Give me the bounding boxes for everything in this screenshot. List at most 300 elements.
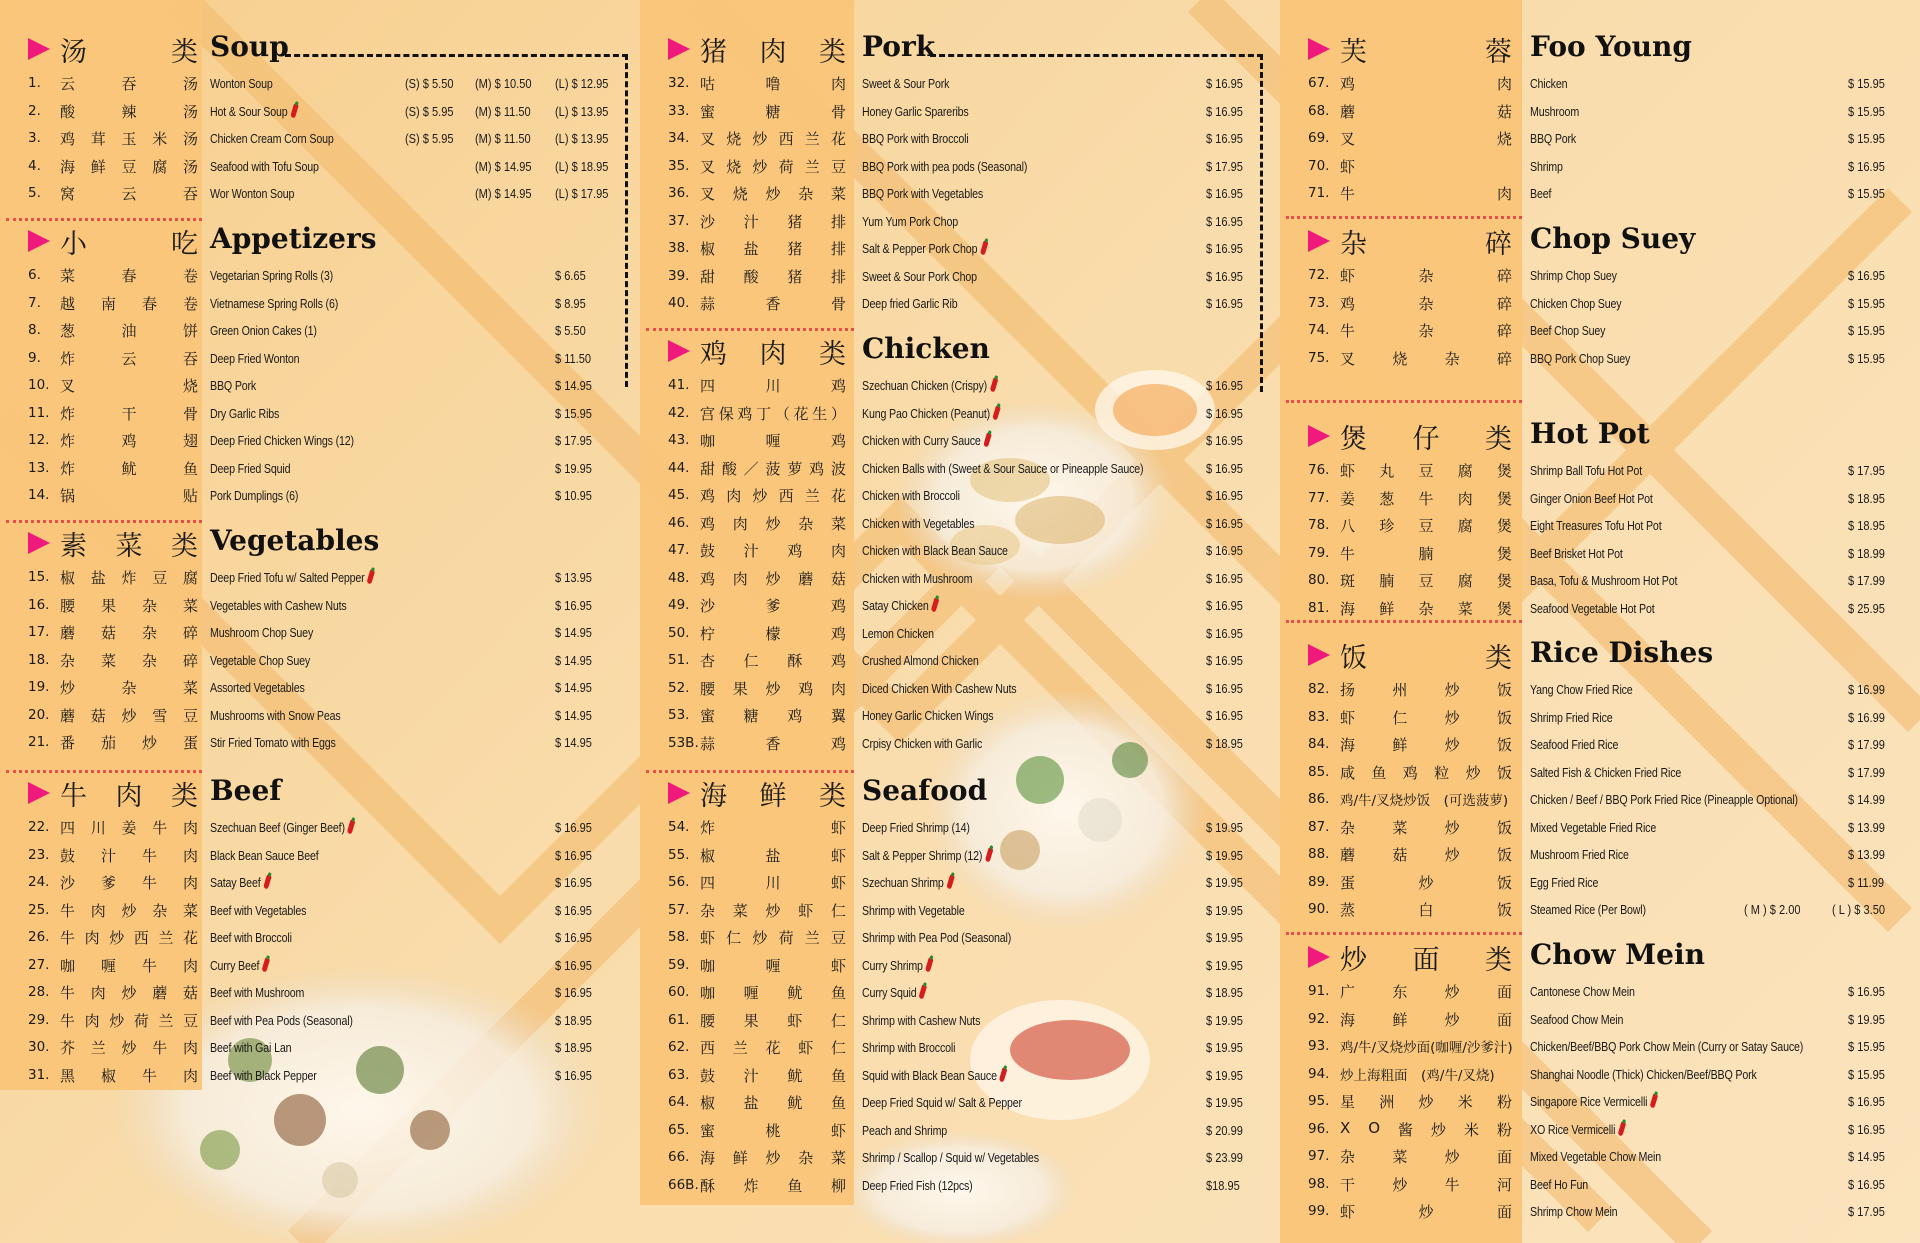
item-name-cn: 八 珍 豆 腐 煲: [1340, 517, 1512, 535]
item-number: 92.: [1308, 1010, 1330, 1027]
item-name-text: Szechuan Chicken (Crispy): [862, 378, 988, 393]
item-name-text: Honey Garlic Spareribs: [862, 103, 969, 119]
item-name: [210, 104, 297, 119]
menu-item[interactable]: [1308, 814, 1908, 841]
menu-item[interactable]: [28, 952, 628, 979]
menu-item[interactable]: [28, 98, 628, 125]
menu-item[interactable]: [1308, 512, 1908, 539]
menu-item[interactable]: [1308, 759, 1908, 786]
item-price: $ 17.95: [1206, 158, 1243, 174]
item-name: [862, 214, 958, 229]
item-number: 66.: [668, 1149, 690, 1165]
item-price: $ 19.95: [1206, 1040, 1243, 1055]
menu-item[interactable]: [28, 427, 628, 454]
menu-item[interactable]: [28, 592, 628, 619]
menu-item[interactable]: [668, 1172, 1268, 1199]
item-number: 6.: [28, 267, 41, 283]
item-number: 26.: [28, 929, 50, 945]
item-price: (M) $ 14.95: [475, 158, 532, 174]
item-name-text: Deep Fried Squid w/ Salt & Pepper: [862, 1095, 1022, 1110]
item-name: [1530, 601, 1655, 616]
menu-item[interactable]: [668, 70, 1268, 97]
menu-item[interactable]: [28, 400, 628, 427]
section-arrow-icon: [28, 230, 50, 252]
item-price: $ 16.95: [1206, 488, 1243, 503]
item-price: $ 18.99: [1848, 545, 1885, 561]
chili-pepper-icon: [919, 984, 928, 999]
menu-item[interactable]: [28, 814, 628, 841]
item-number: 60.: [668, 984, 690, 1000]
item-number: 56.: [668, 874, 690, 890]
item-name: [862, 269, 977, 284]
item-number: 93.: [1308, 1038, 1330, 1054]
section-arrow-icon: [668, 38, 690, 60]
section-title-cn: 炒 面 类: [1340, 945, 1512, 976]
section-title-cn: 杂 碎: [1340, 229, 1512, 260]
item-name: [210, 488, 298, 503]
chili-pepper-icon: [946, 874, 955, 889]
item-name: [1530, 491, 1653, 506]
item-price: $ 25.95: [1848, 600, 1885, 616]
menu-item[interactable]: [668, 869, 1268, 896]
item-name: [862, 653, 979, 668]
chili-pepper-icon: [290, 103, 299, 118]
item-name-cn: 海 鲜 炒 饭: [1340, 736, 1512, 754]
item-price: $ 16.95: [1848, 1176, 1885, 1192]
menu-item[interactable]: [1308, 731, 1908, 758]
item-price: $ 15.95: [1848, 103, 1885, 119]
menu-item[interactable]: [668, 235, 1268, 262]
section-arrow-icon: [1308, 230, 1330, 252]
item-name: [1530, 820, 1656, 835]
menu-item[interactable]: [1308, 676, 1908, 703]
item-number: 29.: [28, 1011, 50, 1028]
section-title: Appetizers: [210, 222, 377, 255]
menu-item[interactable]: [1308, 153, 1908, 180]
menu-item[interactable]: [28, 125, 628, 152]
menu-item[interactable]: [668, 1007, 1268, 1034]
menu-item[interactable]: [668, 1034, 1268, 1061]
item-price: $ 16.95: [555, 902, 592, 918]
menu-item[interactable]: [1308, 290, 1908, 317]
item-name: [210, 378, 256, 393]
item-name-text: Crushed Almond Chicken: [862, 653, 979, 668]
item-name: [862, 543, 1008, 558]
item-name-text: Deep fried Garlic Rib: [862, 296, 958, 311]
item-number: 44.: [668, 459, 690, 476]
item-name-text: Diced Chicken With Cashew Nuts: [862, 680, 1017, 696]
item-name-cn: 干 炒 牛 河: [1340, 1175, 1512, 1194]
menu-item[interactable]: [1308, 540, 1908, 567]
item-number: 40.: [668, 295, 690, 311]
item-number: 50.: [668, 624, 690, 641]
item-name-cn: 牛 肉 炒 西 兰 花: [60, 929, 198, 947]
item-name-cn: 柠 檬 鸡: [700, 624, 846, 643]
item-name-text: Deep Fried Wonton: [210, 350, 300, 366]
menu-item[interactable]: [668, 647, 1268, 674]
item-name-text: Curry Squid: [862, 985, 917, 1000]
item-name-text: Cantonese Chow Mein: [1530, 984, 1635, 999]
item-price: (S) $ 5.95: [405, 103, 454, 119]
item-name-text: Chicken with Black Bean Sauce: [862, 543, 1008, 558]
menu-item[interactable]: [1308, 1006, 1908, 1033]
item-name-cn: 虾 丸 豆 腐 煲: [1340, 462, 1512, 480]
item-number: 33.: [668, 102, 690, 119]
item-name-text: Chicken Cream Corn Soup: [210, 131, 334, 146]
menu-item[interactable]: [1308, 125, 1908, 152]
item-price: $ 15.95: [1848, 350, 1885, 366]
section-header: [28, 220, 510, 260]
menu-item[interactable]: [1308, 567, 1908, 594]
item-price: $ 16.95: [1206, 296, 1243, 311]
item-price: $ 16.95: [555, 930, 592, 945]
menu-item[interactable]: [28, 1034, 628, 1061]
item-name: [210, 433, 354, 448]
section-arrow-icon: [1308, 644, 1330, 666]
menu-item[interactable]: [28, 702, 628, 729]
item-number: 49.: [668, 597, 690, 613]
menu-item[interactable]: [1308, 345, 1908, 372]
item-name-cn: 咖 喱 牛 肉: [60, 956, 198, 975]
item-name-text: Beef Brisket Hot Pot: [1530, 545, 1623, 561]
item-number: 87.: [1308, 818, 1330, 835]
item-price: (M) $ 11.50: [475, 103, 531, 119]
item-number: 98.: [1308, 1175, 1330, 1192]
item-name-cn: 蒸 白 饭: [1340, 901, 1512, 919]
item-name: [862, 1040, 955, 1055]
menu-item[interactable]: [668, 1144, 1268, 1171]
item-name-cn: 虾 仁 炒 荷 兰 豆: [700, 929, 846, 947]
item-name-text: Sweet & Sour Pork: [862, 76, 950, 91]
section-arrow-icon: [1308, 946, 1330, 968]
menu-item[interactable]: [1308, 786, 1908, 813]
item-name-cn: 蜜 糖 骨: [700, 102, 846, 121]
menu-item[interactable]: [668, 510, 1268, 537]
menu-item[interactable]: [1308, 595, 1908, 622]
menu-item[interactable]: [28, 729, 628, 756]
menu-item[interactable]: [1308, 485, 1908, 512]
menu-item[interactable]: [1308, 704, 1908, 731]
menu-item[interactable]: [1308, 1171, 1908, 1198]
menu-item[interactable]: [28, 564, 628, 591]
item-price: $ 16.95: [1206, 378, 1243, 393]
item-name: [210, 820, 354, 835]
item-name-cn: 鸡/牛/叉烧炒面(咖喱/沙爹汁): [1340, 1040, 1513, 1056]
item-number: 24.: [28, 874, 50, 890]
item-name-text: Crpisy Chicken with Garlic: [862, 735, 983, 751]
item-number: 39.: [668, 267, 690, 284]
menu-item[interactable]: [668, 153, 1268, 180]
menu-item[interactable]: [28, 924, 628, 951]
section-arrow-icon: [1308, 425, 1330, 447]
item-name-text: Salted Fish & Chicken Fried Rice: [1530, 764, 1682, 780]
item-name-cn: 甜 酸 猪 排: [700, 267, 846, 286]
item-number: 61.: [668, 1011, 690, 1028]
item-name: [1530, 1039, 1803, 1054]
menu-item[interactable]: [28, 482, 628, 509]
item-name-text: Beef with Vegetables: [210, 902, 307, 918]
menu-item[interactable]: [1308, 457, 1908, 484]
item-number: 46.: [668, 514, 690, 531]
menu-item[interactable]: [668, 675, 1268, 702]
item-name-cn: 酸 辣 汤: [60, 102, 198, 121]
item-name-text: Chicken with Vegetables: [862, 515, 975, 531]
menu-item[interactable]: [668, 125, 1268, 152]
item-name-text: Deep Fried Shrimp (14): [862, 820, 970, 835]
menu-item[interactable]: [28, 1062, 628, 1089]
menu-item[interactable]: [668, 180, 1268, 207]
item-name: [210, 461, 290, 476]
item-name-text: Mixed Vegetable Chow Mein: [1530, 1149, 1662, 1164]
item-name: [210, 903, 306, 918]
menu-item[interactable]: [668, 897, 1268, 924]
menu-item[interactable]: [28, 290, 628, 317]
item-price: $ 18.95: [555, 1040, 592, 1055]
item-price: ( M ) $ 2.00: [1744, 902, 1801, 917]
menu-item[interactable]: [668, 537, 1268, 564]
item-name-text: Seafood Vegetable Hot Pot: [1530, 600, 1655, 616]
menu-item[interactable]: [668, 842, 1268, 869]
item-price: $ 15.95: [555, 405, 592, 421]
section-title: Hot Pot: [1530, 417, 1650, 450]
section-arrow-icon: [28, 532, 50, 554]
section-arrow-icon: [668, 782, 690, 804]
menu-item[interactable]: [28, 262, 628, 289]
item-name-cn: 鸡 肉 炒 西 兰 花: [700, 487, 846, 505]
menu-item[interactable]: [668, 400, 1268, 427]
item-price: $ 18.95: [555, 1012, 592, 1028]
menu-item[interactable]: [28, 317, 628, 344]
menu-item[interactable]: [28, 455, 628, 482]
item-name: [1530, 268, 1617, 283]
menu-item[interactable]: [28, 180, 628, 207]
item-price: $ 20.99: [1206, 1122, 1243, 1138]
item-number: 75.: [1308, 349, 1330, 366]
item-name-text: Satay Beef: [210, 875, 261, 890]
menu-item[interactable]: [1308, 98, 1908, 125]
menu-item[interactable]: [1308, 317, 1908, 344]
menu-item[interactable]: [668, 290, 1268, 317]
section-title-cn: 海 鲜 类: [700, 781, 846, 812]
menu-item[interactable]: [28, 674, 628, 701]
menu-item[interactable]: [28, 153, 628, 180]
item-price: $ 14.95: [555, 625, 592, 640]
menu-item[interactable]: [668, 924, 1268, 951]
menu-item[interactable]: [28, 869, 628, 896]
item-price: $ 14.95: [555, 652, 592, 668]
item-number: 14.: [28, 487, 50, 503]
item-name-text: Yum Yum Pork Chop: [862, 213, 958, 229]
item-name-text: Chicken / Beef / BBQ Pork Fried Rice (Pineapple Optional): [1530, 792, 1798, 807]
menu-item[interactable]: [668, 620, 1268, 647]
item-name-cn: 海 鲜 炒 面: [1340, 1010, 1512, 1029]
menu-item[interactable]: [1308, 180, 1908, 207]
item-price: $ 19.95: [1206, 957, 1243, 973]
item-name-cn: 黑 椒 牛 肉: [60, 1066, 198, 1085]
item-name: [210, 1013, 353, 1028]
item-price: $ 17.99: [1848, 573, 1885, 588]
item-name: [210, 131, 334, 146]
menu-item[interactable]: [668, 455, 1268, 482]
item-number: 53.: [668, 707, 690, 723]
item-number: 28.: [28, 984, 50, 1000]
menu-item[interactable]: [668, 1117, 1268, 1144]
item-name: [862, 875, 953, 890]
item-number: 72.: [1308, 267, 1330, 283]
item-name-text: Seafood with Tofu Soup: [210, 158, 319, 174]
item-number: 91.: [1308, 983, 1330, 999]
menu-item[interactable]: [1308, 70, 1908, 97]
menu-item[interactable]: [1308, 262, 1908, 289]
chili-pepper-icon: [985, 847, 994, 862]
item-name-cn: 鼓 汁 鸡 肉: [700, 542, 846, 560]
menu-item[interactable]: [668, 979, 1268, 1006]
item-number: 63.: [668, 1066, 690, 1083]
menu-item[interactable]: [28, 70, 628, 97]
menu-item[interactable]: [28, 619, 628, 646]
menu-item[interactable]: [668, 565, 1268, 592]
item-name-text: Curry Shrimp: [862, 957, 923, 973]
item-name-text: Szechuan Beef (Ginger Beef): [210, 820, 345, 835]
section-title-cn: 煲 仔 类: [1340, 424, 1512, 455]
item-price: $ 16.95: [1206, 241, 1243, 256]
menu-item[interactable]: [668, 702, 1268, 729]
item-name-cn: 牛 杂 碎: [1340, 322, 1512, 340]
item-name-cn: 鸡 肉 炒 杂 菜: [700, 514, 846, 533]
item-number: 67.: [1308, 75, 1330, 91]
menu-item[interactable]: [668, 814, 1268, 841]
item-name-cn: 叉 烧: [60, 377, 198, 395]
menu-item[interactable]: [1308, 978, 1908, 1005]
item-name-cn: 蘑 菇: [1340, 102, 1512, 121]
menu-item[interactable]: [28, 647, 628, 674]
item-price: (L) $ 13.95: [555, 131, 609, 146]
item-number: 17.: [28, 624, 50, 640]
item-name-text: Beef with Pea Pods (Seasonal): [210, 1012, 353, 1028]
item-name-cn: 广 东 炒 面: [1340, 983, 1512, 1001]
section-title-cn: 芙 蓉: [1340, 37, 1512, 68]
item-name-cn: 菜 春 卷: [60, 267, 198, 285]
menu-item[interactable]: [668, 1089, 1268, 1116]
chili-pepper-icon: [925, 957, 934, 972]
menu-item[interactable]: [1308, 1033, 1908, 1060]
item-name-text: Beef with Black Pepper: [210, 1067, 317, 1083]
menu-item[interactable]: [668, 427, 1268, 454]
item-number: 35.: [668, 157, 690, 174]
menu-item[interactable]: [668, 208, 1268, 235]
item-price: $ 16.95: [1206, 598, 1243, 613]
item-name: [1530, 76, 1567, 91]
menu-item[interactable]: [668, 592, 1268, 619]
item-price: $ 19.95: [1848, 1011, 1885, 1027]
item-price: $ 18.95: [1848, 518, 1885, 533]
item-name-cn: 牛 肉 炒 蘑 菇: [60, 984, 198, 1002]
item-number: 74.: [1308, 322, 1330, 338]
item-number: 3.: [28, 130, 41, 146]
section-header: [668, 28, 1162, 68]
item-name: [210, 735, 336, 750]
item-price: ( L ) $ 3.50: [1832, 902, 1886, 917]
item-price: $ 6.65: [555, 268, 586, 283]
item-name: [862, 848, 991, 863]
item-price: $ 16.95: [1206, 103, 1243, 119]
menu-item[interactable]: [668, 952, 1268, 979]
item-name: [1530, 323, 1605, 338]
menu-item[interactable]: [28, 372, 628, 399]
item-name-text: BBQ Pork: [1530, 131, 1577, 146]
item-name: [210, 1040, 291, 1055]
menu-item[interactable]: [668, 263, 1268, 290]
section-title: Chop Suey: [1530, 222, 1696, 255]
menu-item[interactable]: [28, 842, 628, 869]
item-number: 84.: [1308, 736, 1330, 752]
section-title: Beef: [210, 774, 282, 807]
item-name-text: Shrimp: [1530, 158, 1563, 174]
menu-item[interactable]: [28, 1007, 628, 1034]
menu-item[interactable]: [668, 730, 1268, 757]
menu-item[interactable]: [28, 345, 628, 372]
item-name-text: Ginger Onion Beef Hot Pot: [1530, 490, 1653, 506]
item-number: 79.: [1308, 544, 1330, 561]
item-price: $ 14.99: [1848, 792, 1885, 807]
section-arrow-icon: [1308, 38, 1330, 60]
item-name-text: Peach and Shrimp: [862, 1122, 948, 1138]
menu-item[interactable]: [1308, 1088, 1908, 1115]
menu-item[interactable]: [1308, 896, 1908, 923]
item-price: $ 17.95: [1848, 1204, 1885, 1219]
item-price: (L) $ 12.95: [555, 76, 609, 91]
menu-item[interactable]: [1308, 1143, 1908, 1170]
item-name-text: BBQ Pork Chop Suey: [1530, 350, 1631, 366]
menu-item[interactable]: [1308, 841, 1908, 868]
item-name: [862, 903, 965, 918]
item-name: [1530, 518, 1662, 533]
menu-item[interactable]: [668, 1062, 1268, 1089]
item-number: 59.: [668, 956, 690, 973]
menu-item[interactable]: [28, 897, 628, 924]
item-number: 9.: [28, 349, 41, 366]
section-title: Vegetables: [210, 524, 380, 557]
menu-item[interactable]: [1308, 869, 1908, 896]
item-price: $ 16.95: [1206, 186, 1243, 201]
item-name-cn: 炸 云 吞: [60, 349, 198, 368]
item-name: [862, 378, 996, 393]
divider: [1286, 216, 1522, 219]
item-name-cn: 杂 菜 炒 饭: [1340, 818, 1512, 837]
menu-item[interactable]: [28, 979, 628, 1006]
item-price: $ 16.95: [1848, 1121, 1885, 1137]
item-name-text: Shrimp with Broccoli: [862, 1040, 956, 1055]
item-name: [1530, 186, 1551, 201]
menu-item[interactable]: [668, 98, 1268, 125]
item-name-cn: 星 洲 炒 米 粉: [1340, 1093, 1512, 1111]
menu-item[interactable]: [668, 482, 1268, 509]
item-name-cn: 鸡/牛/叉烧炒饭 (可选菠萝): [1340, 793, 1509, 809]
menu-item[interactable]: [1308, 1198, 1908, 1225]
chili-pepper-icon: [1618, 1121, 1627, 1136]
item-name-cn: 炒 杂 菜: [60, 679, 198, 697]
menu-item[interactable]: [1308, 1116, 1908, 1143]
item-name: [862, 1178, 973, 1193]
item-number: 80.: [1308, 572, 1330, 588]
chili-pepper-icon: [1650, 1093, 1659, 1108]
section-title-cn: 牛 肉 类: [60, 781, 198, 812]
item-name-cn: 海 鲜 豆 腐 汤: [60, 157, 198, 176]
item-name: [862, 820, 970, 835]
menu-item[interactable]: [668, 372, 1268, 399]
item-name-text: Deep Fried Tofu w/ Salted Pepper: [210, 570, 365, 585]
menu-item[interactable]: [1308, 1061, 1908, 1088]
